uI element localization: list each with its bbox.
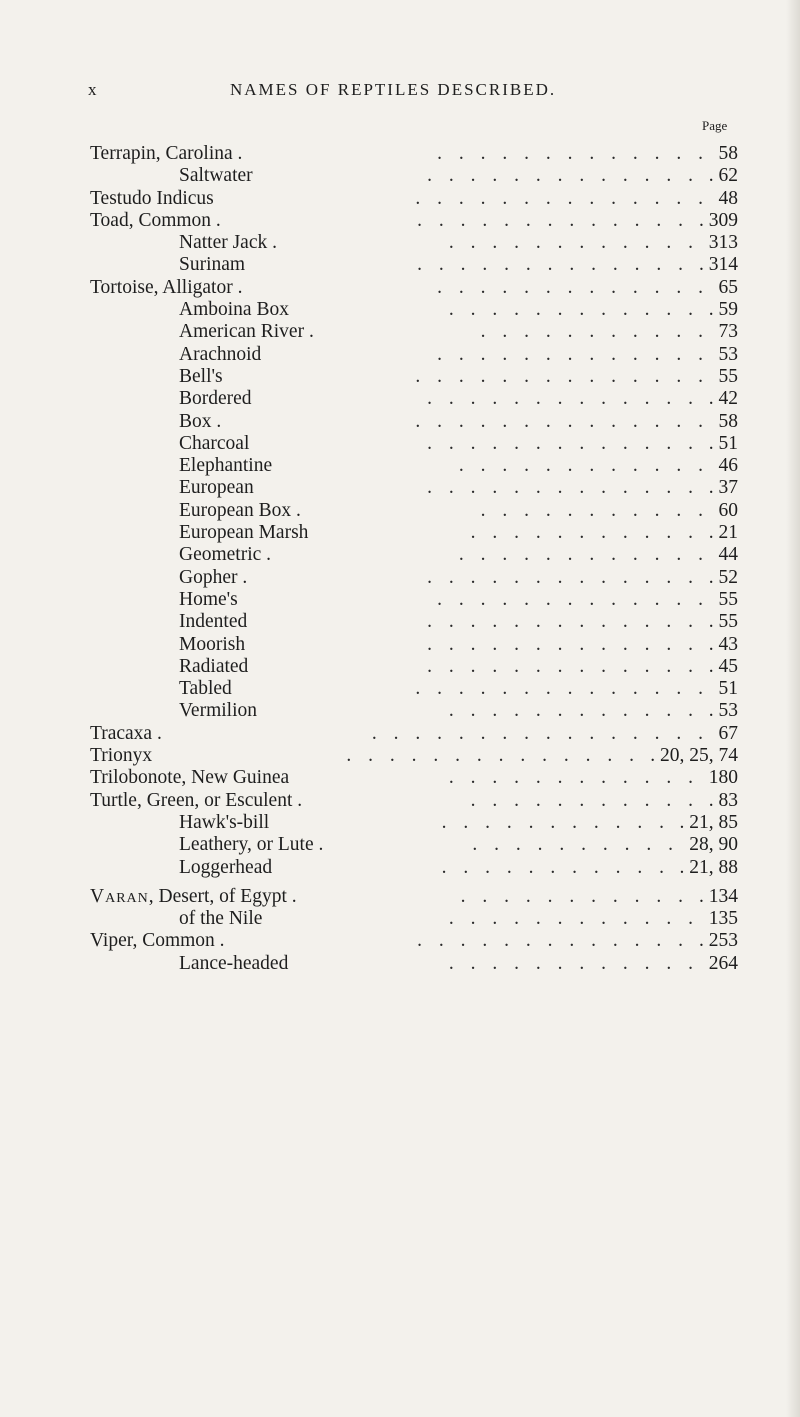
index-entry [0,366,800,388]
index-entry [0,678,800,700]
entry-page: . 253 [699,930,738,952]
leader-dots: . . . . . . . . . . . . . [427,165,699,187]
index-entry [0,723,800,745]
entry-name: Radiated [179,655,249,677]
entry-name: Surinam [179,254,246,276]
leader-dots: . . . . . . . . . . . [470,789,699,811]
entry-page: 44 [718,544,738,566]
entry-page: . 20, 25, 74 [650,745,738,767]
leader-dots: . . . . . . . . . . [472,834,679,856]
index-entry [0,611,800,633]
leader-dots: . . . . . . . . . . . [441,811,670,833]
leader-dots: . . . . . . . . . . . [470,522,699,544]
entry-name: European [179,477,254,499]
leader-dots: . . . . . . . . . . . . . [417,930,689,952]
leader-dots: . . . . . . . . . . . . . [437,343,709,365]
entry-name: Tracaxa . [90,722,162,744]
entry-page: . 21 [708,522,738,544]
leader-dots: . . . . . . . . . . . . . [427,633,699,655]
index-entry [0,433,800,455]
entry-name: Toad, Common . [90,209,221,231]
leader-dots: . . . . . . . . . . . . [448,952,699,974]
entry-name: European Box . [179,499,301,521]
index-entry [0,165,800,187]
index-entry [0,700,800,722]
entry-name: Leathery, or Lute . [179,834,324,856]
entry-name: Tabled [179,678,232,700]
index-entry [0,344,800,366]
entry-name: Amboina Box [179,299,289,321]
entry-page: 58 [718,410,738,432]
leader-dots: . . . . . . . . . . . . . . [346,745,640,767]
entry-name: European Marsh [179,522,309,544]
entry-page: 51 [718,678,738,700]
entry-name: Turtle, Green, or Esculent . [90,789,303,811]
leader-dots: . . . . . . . . . . . [480,321,709,343]
entry-page: . 45 [708,655,738,677]
index-entry [0,210,800,232]
entry-name: Arachnoid [179,343,262,365]
index-entry [0,886,800,908]
index-entry [0,908,800,930]
entry-name: Elephantine [179,455,273,477]
leader-dots: . . . . . . . . . . . . . [427,388,699,410]
index-entry [0,500,800,522]
entry-page: 135 [708,908,738,930]
entry-page: 28, 90 [689,834,738,856]
index-entry [0,656,800,678]
entry-page: 313 [708,232,738,254]
entry-page: . 62 [708,165,738,187]
entry-name: Testudo Indicus [90,187,214,209]
entry-name: of the Nile [179,908,263,930]
entry-name: Viper, Common . [90,930,225,952]
leader-dots: . . . . . . . . . . . . . . [415,410,709,432]
index-entry [0,634,800,656]
entry-page: . 21, 88 [679,856,738,878]
entry-page: 55 [718,588,738,610]
index-entry [0,477,800,499]
leader-dots: . . . . . . . . . . . . . [427,477,699,499]
entry-page: . 314 [699,254,738,276]
leader-dots: . . . . . . . . . . . . . [427,566,699,588]
leader-dots: . . . . . . . . . . . . . [437,588,709,610]
entry-page: . 43 [708,633,738,655]
entry-page: 48 [718,187,738,209]
entry-name: Vermilion [179,700,257,722]
leader-dots: . . . . . . . . . . . . . [437,276,709,298]
leader-dots: . . . . . . . . . . . . [458,544,709,566]
index-entry [0,522,800,544]
entry-page: 46 [718,455,738,477]
index-entry [0,857,800,879]
leader-dots: . . . . . . . . . . . . [448,299,699,321]
entry-name: Varan, Desert, of Egypt . [90,885,297,907]
index-entry [0,544,800,566]
entry-page: . 59 [708,299,738,321]
leader-dots: . . . . . . . . . . . . [458,455,709,477]
entry-page: . 21, 85 [679,811,738,833]
page-column-label: Page [702,118,728,133]
entry-page: 53 [718,343,738,365]
entry-page: . 55 [708,611,738,633]
entry-name: Lance-headed [179,952,289,974]
index-entry [0,567,800,589]
entry-page: 55 [718,365,738,387]
entry-page: . 53 [708,700,738,722]
entry-name: Saltwater [179,165,253,187]
entry-page: 67 [718,722,738,744]
entry-page: 264 [708,952,738,974]
entry-name: Bell's [179,365,223,387]
entry-name: Gopher . [179,566,248,588]
leader-dots: . . . . . . . . . . . [441,856,670,878]
leader-dots: . . . . . . . . . . . . [448,700,699,722]
index-entry [0,143,800,165]
entry-name: Tortoise, Alligator . [90,276,243,298]
index-entry [0,790,800,812]
leader-dots: . . . . . . . . . . . . . [417,254,689,276]
leader-dots: . . . . . . . . . . . . . . . . [371,722,709,744]
entry-page: . 51 [708,432,738,454]
entry-page: . 37 [708,477,738,499]
entry-page: 180 [708,767,738,789]
entry-name: Natter Jack . [179,232,277,254]
index-entry [0,299,800,321]
entry-name: Home's [179,588,238,610]
entry-page: . 134 [699,885,738,907]
entry-name: Charcoal [179,432,250,454]
entry-page: 58 [718,143,738,164]
entry-name: Hawk's-bill [179,811,270,833]
leader-dots: . . . . . . . . . . . . . [417,209,689,231]
index-entry [0,767,800,789]
page-number-roman: x [88,80,99,99]
index-entry [0,953,800,975]
leader-dots: . . . . . . . . . . . . . . [415,365,709,387]
index-entry [0,388,800,410]
leader-dots: . . . . . . . . . . . . . [437,143,709,164]
leader-dots: . . . . . . . . . . . . . . [415,187,709,209]
leader-dots: . . . . . . . . . . . . . . [415,678,709,700]
running-title: NAMES OF REPTILES DESCRIBED. [230,80,557,99]
index-entry [0,277,800,299]
index-entry [0,930,800,952]
index-entry [0,411,800,433]
entry-page: 60 [718,499,738,521]
entry-name: Terrapin, Carolina . [90,143,243,164]
index-entry [0,589,800,611]
index-entry [0,834,800,856]
entry-page: 65 [718,276,738,298]
index-entry [0,232,800,254]
leader-dots: . . . . . . . . . . . . . [427,655,699,677]
leader-dots: . . . . . . . . . . . [460,885,689,907]
index-entry [0,321,800,343]
entry-page: . 52 [708,566,738,588]
entry-name: Geometric . [179,544,272,566]
index-entry [0,254,800,276]
leader-dots: . . . . . . . . . . . . [448,232,699,254]
entry-page: 73 [718,321,738,343]
entry-name: Box . [179,410,222,432]
leader-dots: . . . . . . . . . . . . [448,767,699,789]
index-entry [0,812,800,834]
entry-name: Trionyx [90,745,153,767]
index-entry [0,745,800,767]
entry-name: Moorish [179,633,246,655]
entry-page: . 42 [708,388,738,410]
entry-name: Loggerhead [179,856,273,878]
entry-name: Indented [179,611,248,633]
entry-name: Trilobonote, New Guinea [90,767,290,789]
entry-page: . 83 [708,789,738,811]
entry-name: American River . [179,321,314,343]
leader-dots: . . . . . . . . . . . . [448,908,699,930]
entry-page: . 309 [699,209,738,231]
leader-dots: . . . . . . . . . . . [480,499,709,521]
entry-name: Bordered [179,388,252,410]
index-entry [0,455,800,477]
leader-dots: . . . . . . . . . . . . . [427,432,699,454]
index-entries [0,143,800,975]
leader-dots: . . . . . . . . . . . . . [427,611,699,633]
index-entry [0,188,800,210]
